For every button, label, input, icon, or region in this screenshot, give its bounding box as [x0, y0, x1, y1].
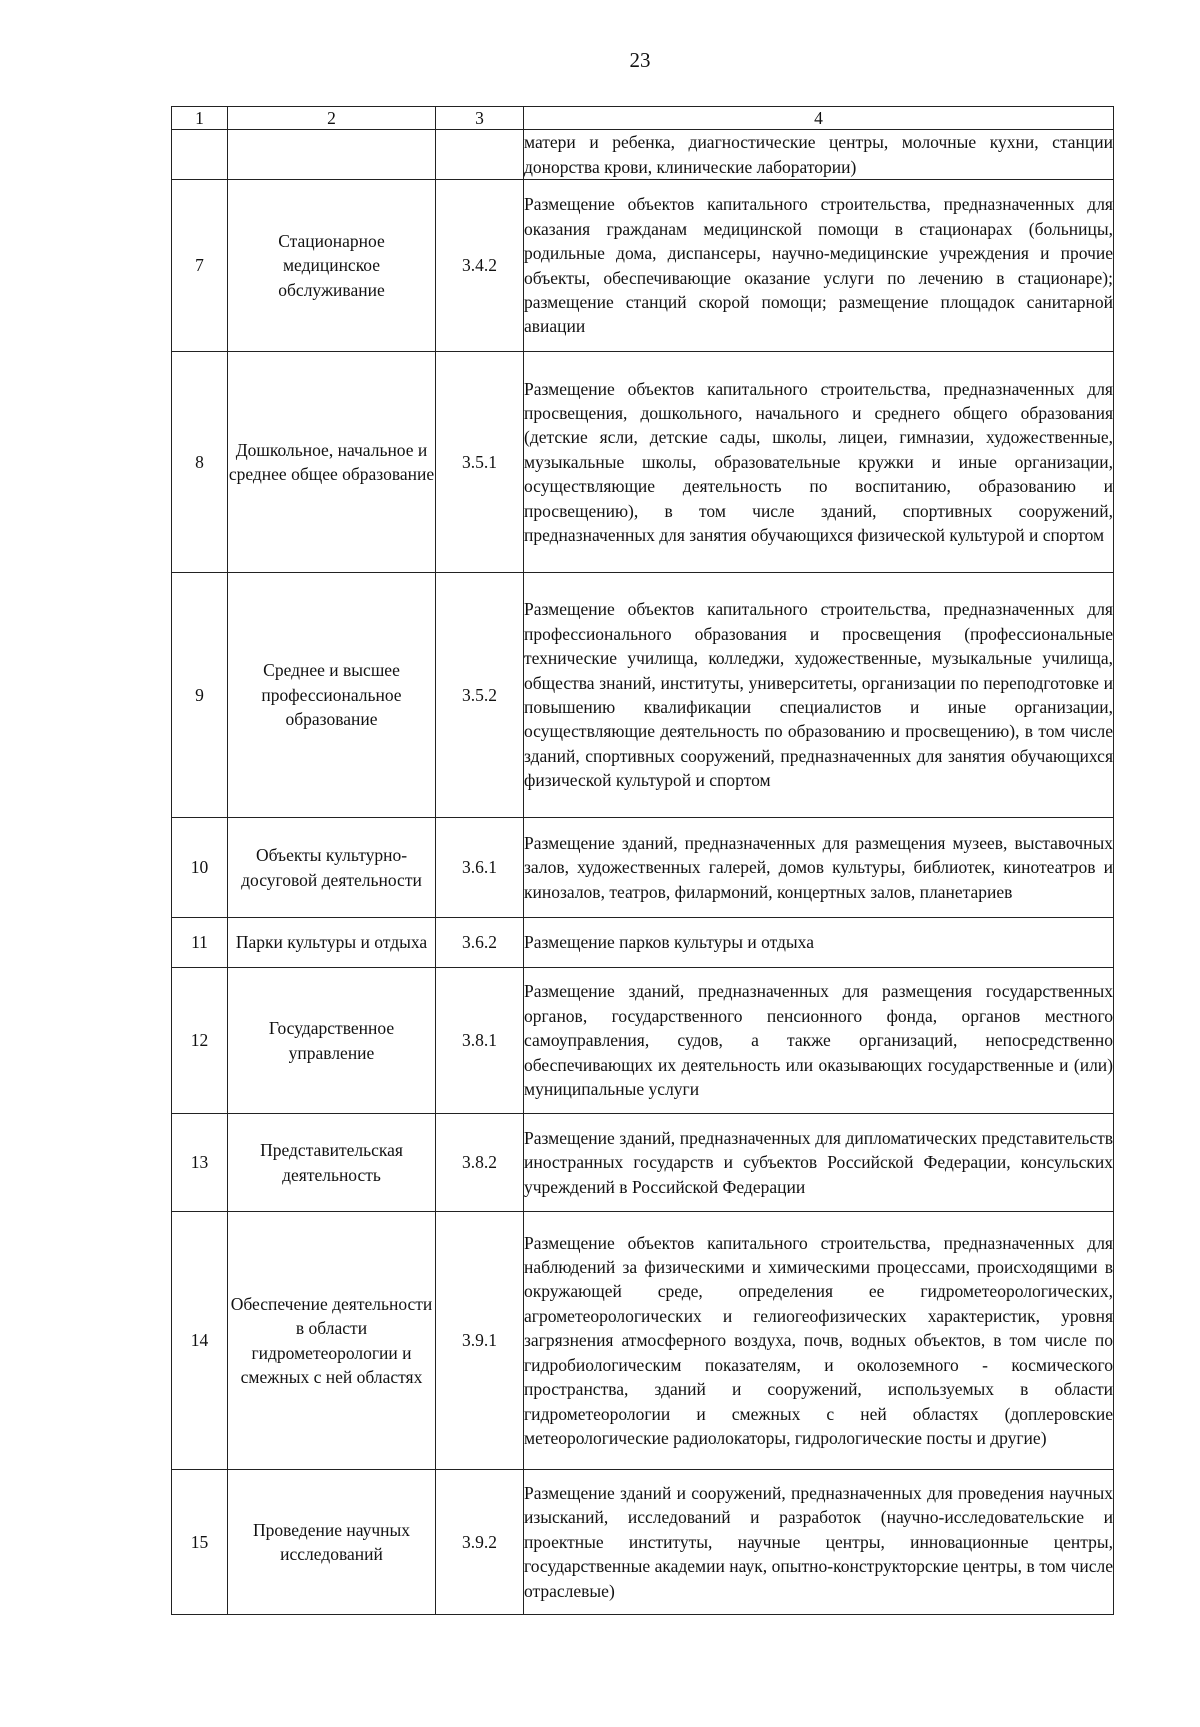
- land-use-description: Размещение парков культуры и отдыха: [524, 918, 1114, 968]
- column-header: 4: [524, 107, 1114, 130]
- land-use-description: Размещение зданий, предназначенных для дипломатических представительств иностранных государств и субъектов Российской Федерации, консульских учреждений в Российской Федерации: [524, 1114, 1114, 1212]
- column-header: 2: [228, 107, 436, 130]
- land-use-description: Размещение зданий, предназначенных для размещения музеев, выставочных залов, художественных галерей, домов культуры, библиотек, кинотеатров и кинозалов, театров, филармоний, концертных залов, планетариев: [524, 818, 1114, 918]
- land-use-description: Размещение объектов капитального строительства, предназначенных для просвещения, дошкольного, начального и среднего общего образования (детские ясли, детские сады, школы, лицеи, гимназии, художественные, музыкальные школы, образовательные кружки и иные организации, осуществляющие деятельность по воспитанию, образованию и просвещению), в том числе зданий, спортивных сооружений, предназначенных для занятия обучающихся физической культурой и спортом: [524, 352, 1114, 573]
- continuation-text: матери и ребенка, диагностические центры, молочные кухни, станции донорства крови, клинические лаборатории): [524, 130, 1114, 180]
- land-use-name: Среднее и высшее профессиональное образование: [228, 573, 436, 818]
- land-use-name: Парки культуры и отдыха: [228, 918, 436, 968]
- land-use-code: 3.8.2: [436, 1114, 524, 1212]
- land-use-description: Размещение объектов капитального строительства, предназначенных для наблюдений за физическими и химическими процессами, происходящими в окружающей среде, определения ее гидрометеорологических, агрометеорологических и гелиогеофизических характеристик, уровня загрязнения атмосферного воздуха, почв, водных объектов, в том числе по гидробиологическим показателям, и околоземного - космического пространства, зданий и сооружений, используемых в области гидрометеорологии и смежных с ней областях (доплеровские метеорологические радиолокаторы, гидрологические посты и другие): [524, 1212, 1114, 1470]
- land-use-name: Проведение научных исследований: [228, 1470, 436, 1615]
- row-number: 9: [172, 573, 228, 818]
- table-row: [172, 352, 1114, 573]
- page-number: 23: [629, 48, 651, 72]
- row-number: 14: [172, 1212, 228, 1470]
- land-use-code: 3.9.2: [436, 1470, 524, 1615]
- land-use-name: Дошкольное, начальное и среднее общее образование: [228, 352, 436, 573]
- land-use-code: 3.9.1: [436, 1212, 524, 1470]
- table-row: [172, 1212, 1114, 1470]
- table-row: [172, 573, 1114, 818]
- land-use-table: [171, 106, 1114, 1615]
- land-use-name: Стационарное медицинское обслуживание: [228, 180, 436, 352]
- land-use-name: Государственное управление: [228, 968, 436, 1114]
- land-use-code: 3.6.2: [436, 918, 524, 968]
- table-row-continuation: [172, 130, 1114, 180]
- table-row: [172, 180, 1114, 352]
- land-use-code: 3.5.1: [436, 352, 524, 573]
- land-use-code: 3.6.1: [436, 818, 524, 918]
- land-use-code: 3.4.2: [436, 180, 524, 352]
- row-number: 15: [172, 1470, 228, 1615]
- row-number: 10: [172, 818, 228, 918]
- table-row: [172, 1470, 1114, 1615]
- land-use-code: 3.8.1: [436, 968, 524, 1114]
- land-use-name: Представительская деятельность: [228, 1114, 436, 1212]
- land-use-description: Размещение объектов капитального строительства, предназначенных для оказания гражданам медицинской помощи в стационарах (больницы, родильные дома, диспансеры, научно-медицинские учреждения и прочие объекты, обеспечивающие оказание услуги по лечению в стационаре); размещение станций скорой помощи; размещение площадок санитарной авиации: [524, 180, 1114, 352]
- row-number: 13: [172, 1114, 228, 1212]
- row-number: 8: [172, 352, 228, 573]
- row-number: 7: [172, 180, 228, 352]
- column-header: 1: [172, 107, 228, 130]
- row-number: 11: [172, 918, 228, 968]
- row-number: 12: [172, 968, 228, 1114]
- land-use-description: Размещение объектов капитального строительства, предназначенных для профессионального образования и просвещения (профессиональные технические училища, колледжи, художественные, музыкальные училища, общества знаний, институты, университеты, организации по переподготовке и повышению квалификации специалистов и иные организации, осуществляющие деятельность по образованию и просвещению), в том числе зданий, спортивных сооружений, предназначенных для занятия обучающихся физической культурой и спортом: [524, 573, 1114, 818]
- table-row: [172, 918, 1114, 968]
- table-row: [172, 1114, 1114, 1212]
- land-use-description: Размещение зданий и сооружений, предназначенных для проведения научных изысканий, исследований и разработок (научно-исследовательские и проектные институты, научные центры, инновационные центры, государственные академии наук, опытно-конструкторские центры, в том числе отраслевые): [524, 1470, 1114, 1615]
- land-use-name: Обеспечение деятельности в области гидрометеорологии и смежных с ней областях: [228, 1212, 436, 1470]
- table-row: [172, 968, 1114, 1114]
- land-use-name: Объекты культурно-досуговой деятельности: [228, 818, 436, 918]
- table-header-row: [172, 107, 1114, 130]
- land-use-code: 3.5.2: [436, 573, 524, 818]
- land-use-description: Размещение зданий, предназначенных для размещения государственных органов, государственного пенсионного фонда, органов местного самоуправления, судов, а также организаций, непосредственно обеспечивающих их деятельность или оказывающих государственные и (или) муниципальные услуги: [524, 968, 1114, 1114]
- table-row: [172, 818, 1114, 918]
- column-header: 3: [436, 107, 524, 130]
